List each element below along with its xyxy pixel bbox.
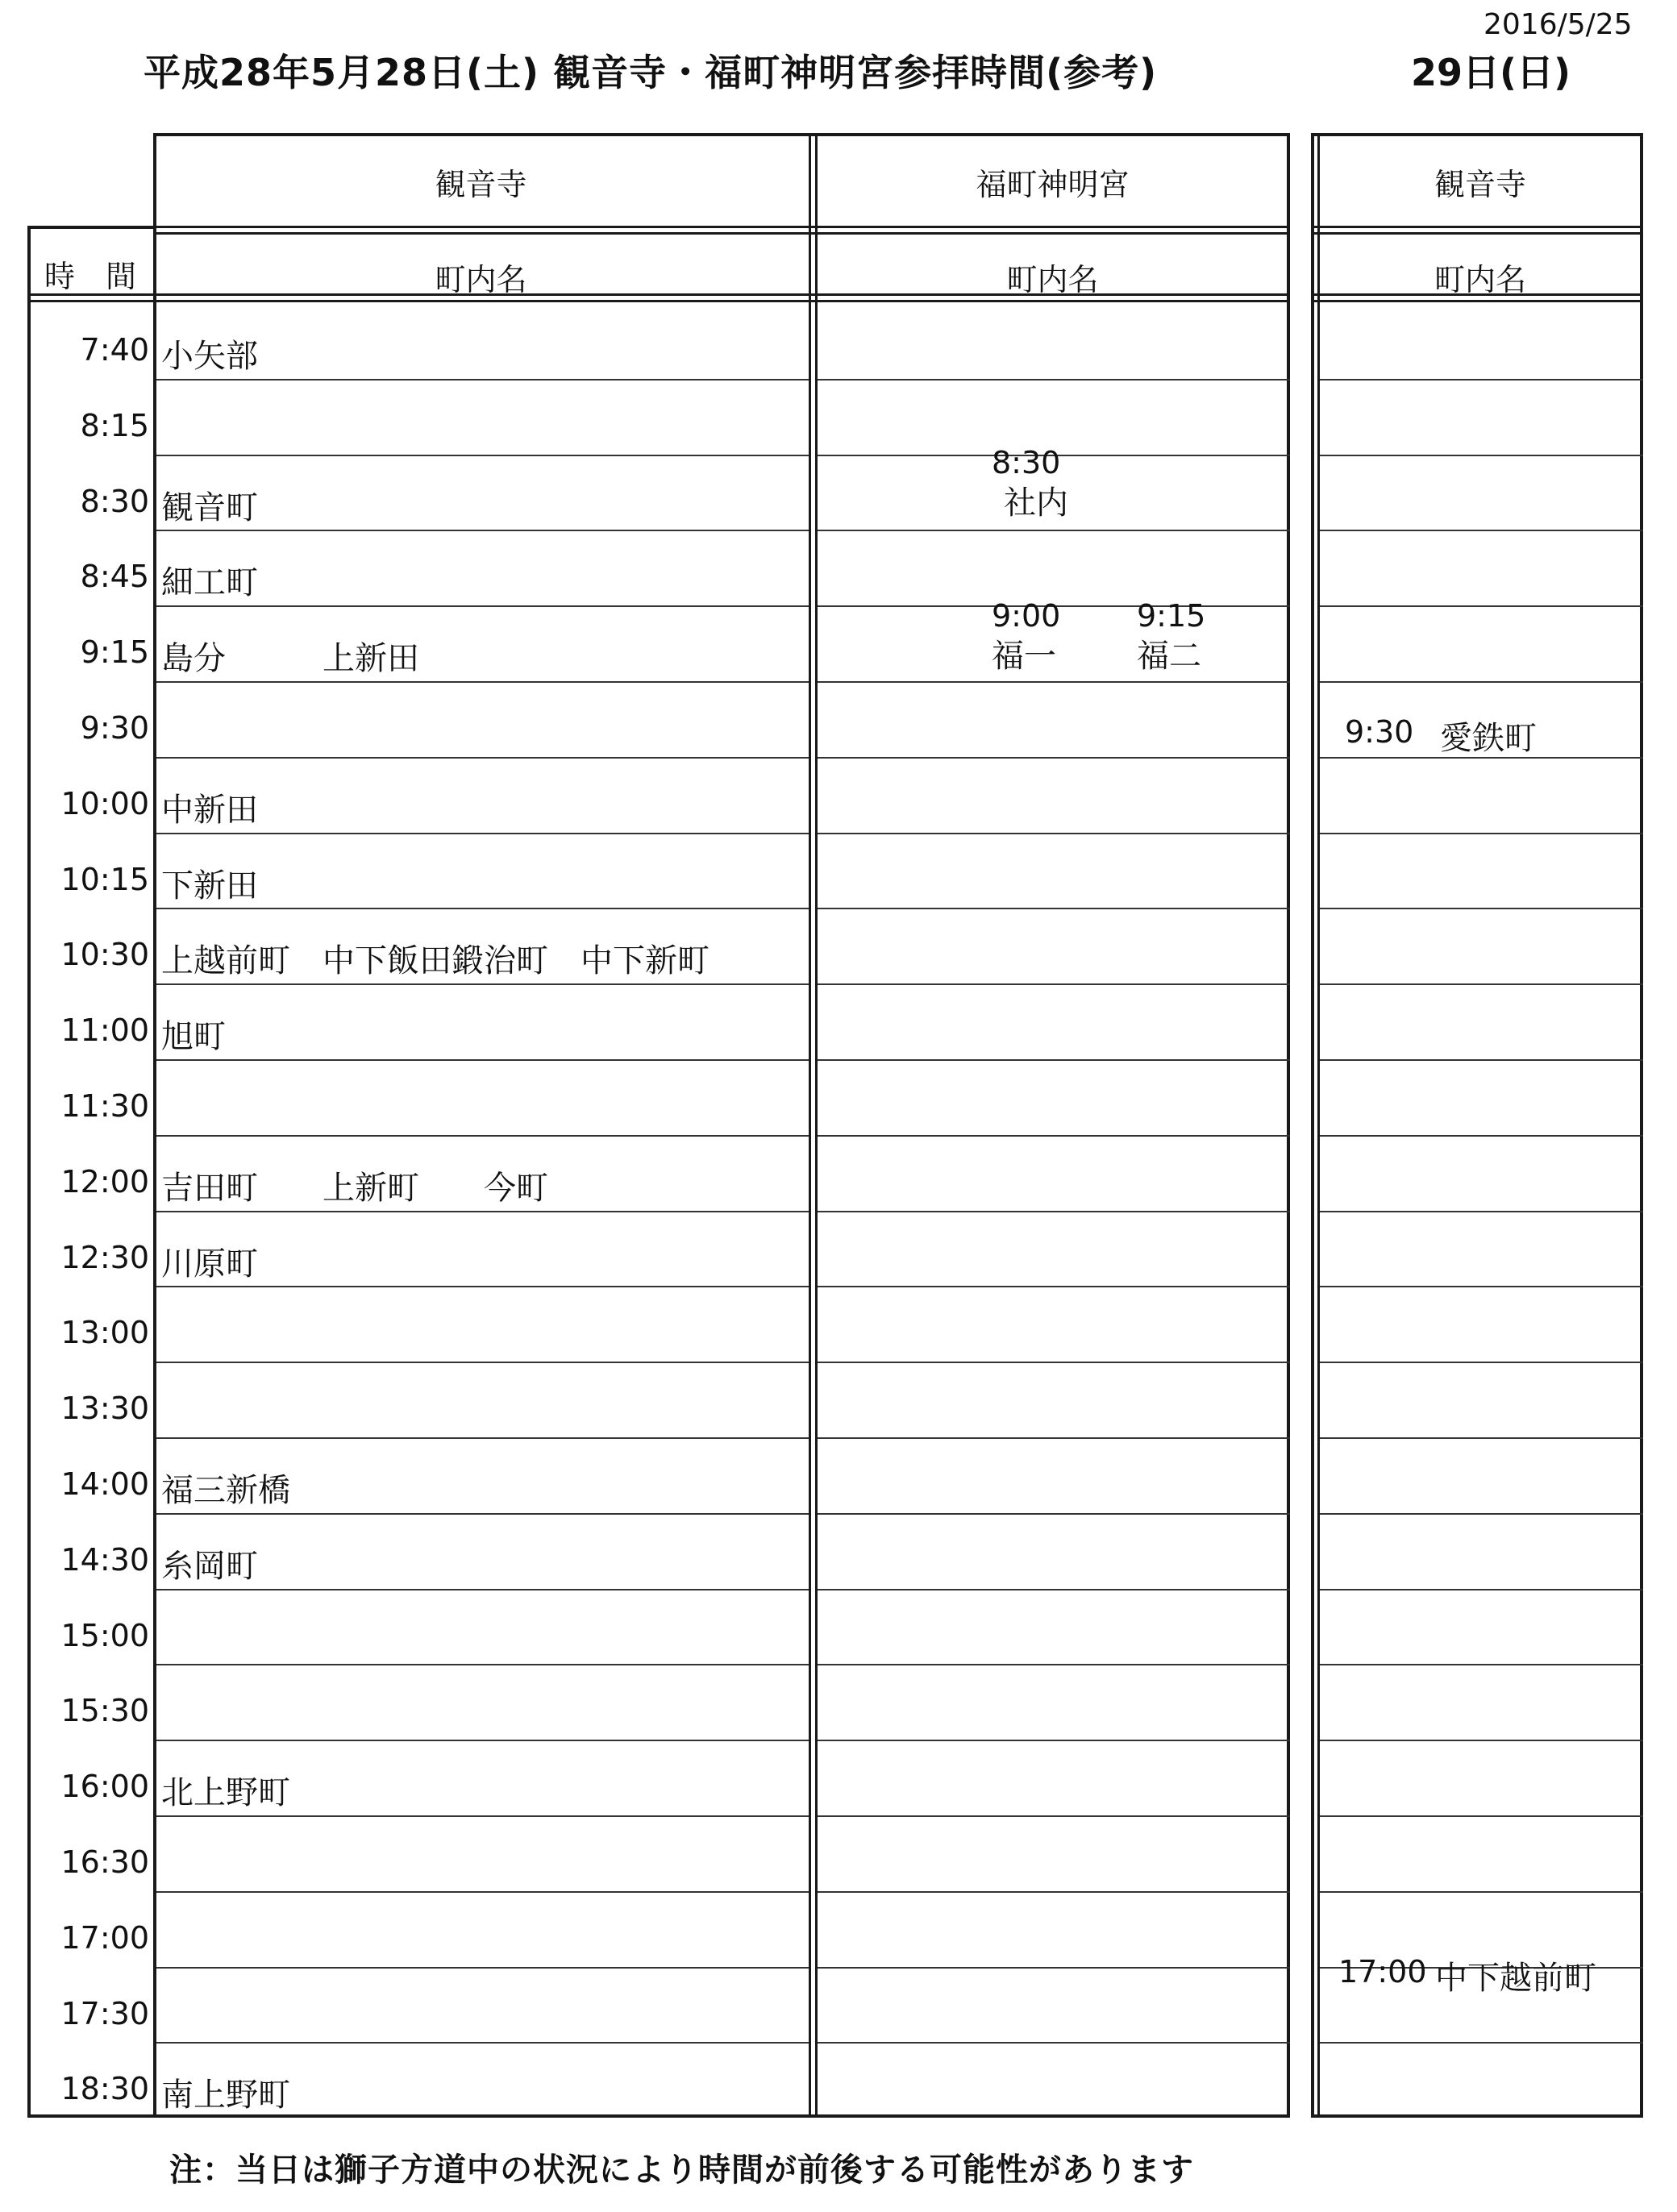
time-label: 17:00	[60, 1919, 149, 1956]
row-divider	[156, 1891, 809, 1893]
row-divider	[818, 1589, 1290, 1590]
fukumachi-entry-a-name: 社内	[1004, 484, 1068, 522]
row-divider	[1320, 2042, 1643, 2044]
header-chonai-fukumachi: 町内名	[1006, 262, 1099, 297]
row-divider	[156, 1740, 809, 1741]
row-divider	[818, 1059, 1290, 1061]
row-divider	[1320, 1513, 1643, 1515]
kannonji-chonai-cell: 南上野町	[161, 2077, 290, 2114]
time-label: 8:45	[80, 559, 149, 595]
row-divider	[156, 1589, 809, 1590]
row-divider	[1320, 1740, 1643, 1741]
time-label: 11:00	[60, 1012, 149, 1049]
time-label: 12:30	[60, 1239, 149, 1275]
row-divider	[818, 530, 1290, 531]
row-divider	[156, 1286, 809, 1287]
row-divider	[1320, 1589, 1643, 1590]
fukumachi-entry-c-name: 福二	[1137, 638, 1201, 675]
time-label: 11:30	[60, 1088, 149, 1124]
time-label: 12:00	[60, 1163, 149, 1200]
row-divider	[818, 1437, 1290, 1439]
kannonji-chonai-cell: 吉田町 上新町 今町	[161, 1169, 548, 1207]
row-divider	[818, 1362, 1290, 1363]
row-divider	[156, 1664, 809, 1665]
sunday-subtitle: 29日(日)	[1411, 51, 1571, 94]
row-divider	[156, 1135, 809, 1137]
row-divider	[818, 2042, 1290, 2044]
row-divider	[156, 908, 809, 909]
kannonji-chonai-cell: 上越前町 中下飯田鍛治町 中下新町	[161, 942, 710, 980]
row-divider	[156, 1059, 809, 1061]
time-label: 15:00	[60, 1617, 149, 1653]
row-divider	[818, 681, 1290, 683]
row-divider	[1320, 1059, 1643, 1061]
kannonji-chonai-cell: 福三新橋	[161, 1472, 290, 1509]
row-divider	[1320, 1362, 1643, 1363]
row-divider	[818, 908, 1290, 909]
time-label: 16:00	[60, 1769, 149, 1805]
row-divider	[156, 983, 809, 985]
row-divider	[818, 833, 1290, 834]
row-divider	[1320, 908, 1643, 909]
row-divider	[818, 379, 1290, 380]
row-divider	[818, 757, 1290, 759]
footnote: 注：当日は獅子方道中の状況により時間が前後する可能性があります	[169, 2152, 1194, 2189]
sunday-entry-a-name: 愛鉄町	[1440, 720, 1537, 757]
time-label: 18:30	[60, 2071, 149, 2107]
row-divider	[1320, 530, 1643, 531]
time-label: 10:15	[60, 861, 149, 897]
sunday-entry-a-time: 9:30	[1345, 714, 1414, 750]
time-label: 9:15	[80, 634, 149, 671]
row-divider	[818, 1211, 1290, 1212]
kannonji-chonai-cell: 糸岡町	[161, 1547, 258, 1585]
row-divider	[156, 455, 809, 456]
row-divider	[1320, 1286, 1643, 1287]
row-divider	[818, 983, 1290, 985]
row-divider	[156, 1967, 809, 1969]
row-divider	[1320, 1815, 1643, 1817]
kannonji-chonai-cell: 北上野町	[161, 1774, 290, 1812]
row-divider	[156, 681, 809, 683]
fukumachi-entry-b-name: 福一	[992, 638, 1056, 675]
fukumachi-entry-b-time: 9:00	[992, 598, 1061, 634]
row-divider	[156, 1815, 809, 1817]
row-divider	[156, 1362, 809, 1363]
time-label: 7:40	[80, 332, 149, 368]
kannonji-chonai-cell: 観音町	[161, 489, 258, 526]
row-divider	[156, 605, 809, 607]
row-divider	[1320, 379, 1643, 380]
row-divider	[156, 530, 809, 531]
row-divider	[156, 1437, 809, 1439]
row-divider	[156, 833, 809, 834]
row-divider	[1320, 833, 1643, 834]
row-divider	[156, 2042, 809, 2044]
row-divider	[1320, 1664, 1643, 1665]
row-divider	[1320, 1437, 1643, 1439]
row-divider	[818, 1664, 1290, 1665]
header-chonai-kannonji: 町内名	[435, 262, 527, 297]
row-divider	[818, 1891, 1290, 1893]
kannonji-chonai-cell: 下新田	[161, 867, 258, 904]
kannonji-chonai-cell: 中新田	[161, 791, 258, 829]
sunday-entry-b-time: 17:00	[1338, 1954, 1427, 1990]
kannonji-chonai-cell: 旭町	[161, 1018, 226, 1056]
row-divider	[818, 1513, 1290, 1515]
row-divider	[818, 1135, 1290, 1137]
sunday-entry-b-name: 中下越前町	[1435, 1960, 1596, 1997]
time-label: 13:30	[60, 1391, 149, 1427]
time-label: 8:15	[80, 407, 149, 443]
time-label: 9:30	[80, 710, 149, 746]
page-title: 平成28年5月28日(土) 観音寺・福町神明宮参拝時間(参考)	[144, 51, 1158, 94]
row-divider	[156, 1211, 809, 1212]
row-divider	[156, 1513, 809, 1515]
main-table-frame	[153, 133, 1290, 2118]
row-divider	[1320, 455, 1643, 456]
time-label: 10:00	[60, 785, 149, 821]
header-fukumachi: 福町神明宮	[976, 167, 1130, 202]
kannonji-chonai-cell: 小矢部	[161, 338, 258, 375]
row-divider	[1320, 1891, 1643, 1893]
row-divider	[156, 379, 809, 380]
row-divider	[818, 1967, 1290, 1969]
kannonji-chonai-cell: 川原町	[161, 1245, 258, 1283]
fukumachi-entry-a-time: 8:30	[992, 445, 1061, 480]
time-label: 14:30	[60, 1541, 149, 1578]
header-chonai-sunday: 町内名	[1434, 262, 1526, 297]
fukumachi-entry-c-time: 9:15	[1137, 598, 1206, 634]
time-label: 8:30	[80, 483, 149, 519]
time-label: 14:00	[60, 1466, 149, 1502]
time-label: 10:30	[60, 937, 149, 973]
time-label: 13:00	[60, 1315, 149, 1351]
document-date: 2016/5/25	[1484, 8, 1633, 41]
row-divider	[1320, 983, 1643, 985]
row-divider	[818, 1286, 1290, 1287]
row-divider	[1320, 605, 1643, 607]
header-kannonji: 観音寺	[435, 167, 527, 202]
time-label: 16:30	[60, 1844, 149, 1880]
sunday-table-frame	[1311, 133, 1643, 2118]
row-divider	[1320, 1211, 1643, 1212]
row-divider	[156, 757, 809, 759]
header-time: 時 間	[44, 259, 136, 294]
row-divider	[1320, 1135, 1643, 1137]
kannonji-chonai-cell: 細工町	[161, 564, 258, 602]
header-kannonji-sunday: 観音寺	[1434, 167, 1526, 202]
kannonji-chonai-cell: 島分 上新田	[161, 640, 419, 678]
row-divider	[818, 1740, 1290, 1741]
row-divider	[818, 1815, 1290, 1817]
time-label: 17:30	[60, 1995, 149, 2031]
row-divider	[1320, 681, 1643, 683]
time-label: 15:30	[60, 1693, 149, 1729]
